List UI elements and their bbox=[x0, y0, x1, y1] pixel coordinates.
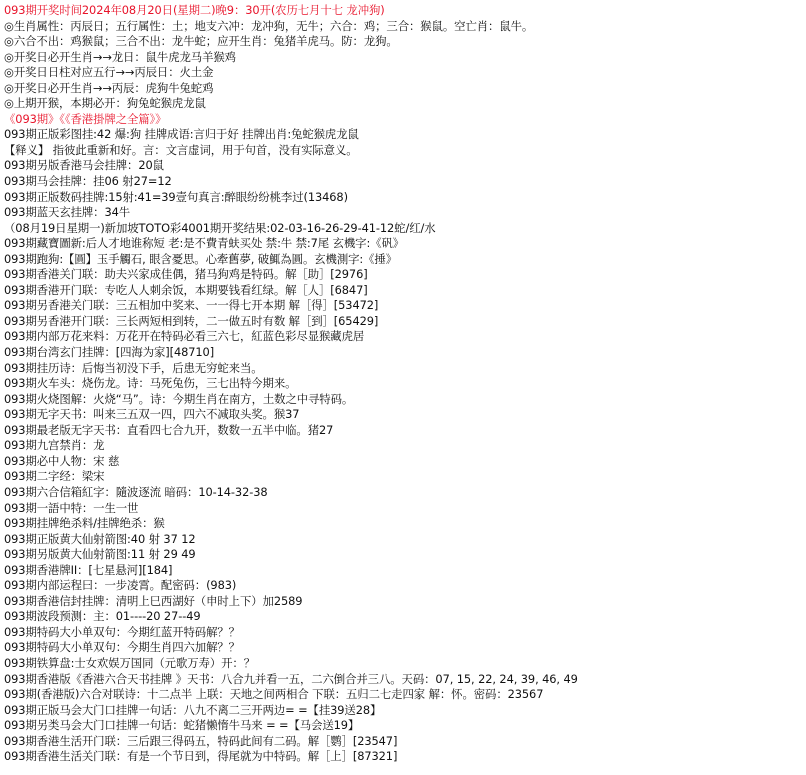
body-line: 093期内部运程曰：一步凌霄。配密码：(983) bbox=[4, 578, 237, 593]
body-line: 093期无字天书：叫来三五双一四，四六不减取头奖。猴37 bbox=[4, 407, 300, 422]
body-line: 093期台湾玄门挂牌：[四海为家][48710] bbox=[4, 345, 215, 360]
body-line: 093期蓝天玄挂牌：34牛 bbox=[4, 205, 131, 220]
body-line: 093期藏寶圖新:后人才地谁称短 老:是不費青蚨买处 禁:牛 禁:7尾 玄機字:《矾》 bbox=[4, 236, 405, 251]
body-line: 093期另香港开门联：三长两短相到转，二一做五时有数 解［到］[65429] bbox=[4, 313, 379, 328]
body-line: 【释义】 指彼此重新和好。言：文言虚词，用于句首，没有实际意义。 bbox=[4, 142, 358, 157]
body-line: 093期必中人物：宋 慈 bbox=[4, 453, 120, 468]
previous-draw-note: ◎上期开猴，本期必开：狗兔蛇猴虎龙鼠 bbox=[4, 96, 206, 111]
body-line: 093期特码大小单双句：今期红蓝开特码解？？ bbox=[4, 624, 240, 639]
body-line: 093期(香港版)六合对联诗：十二点半 上联：天地之间两相合 下联：五归二七走四家 解：怀。密码：23567 bbox=[4, 687, 544, 702]
body-line: 093期内部万花来料：万花开在特码必看三六七，紅蓝色彩尽显猴藏虎居 bbox=[4, 329, 365, 344]
body-line: 093期二字经：梁宋 bbox=[4, 469, 105, 484]
bingchen-zodiacs: ◎开奖日必开生肖→→丙辰：虎狗牛兔蛇鸡 bbox=[4, 80, 214, 95]
body-line: 093期六合信箱紅字：隨波逐流 暗码：10-14-32-38 bbox=[4, 484, 268, 499]
draw-time-header: 093期开奖时间2024年08月20日(星期二)晚9：30开(农历七月十七 龙冲狗) bbox=[4, 3, 385, 17]
body-line: 093期另版黄大仙射箭图:11 射 29 49 bbox=[4, 547, 196, 562]
body-line: 093期正版马会大门口挂牌一句话：八九不离二三开两边= =【挂39送28】 bbox=[4, 702, 382, 717]
body-line: 093期香港信封挂牌：清明上巳西湖好（申时上下）加2589 bbox=[4, 593, 303, 608]
body-line: 093期九宫禁肖：龙 bbox=[4, 438, 105, 453]
zodiac-attributes: ◎生肖属性：丙辰日；五行属性：土；地支六冲：龙冲狗，无牛；六合：鸡；三合：猴鼠。空亡肖：鼠牛。 bbox=[4, 18, 534, 33]
body-line: 093期另类马会大门口挂牌一句话：蛇猪懒惰牛马来 = =【马会送19】 bbox=[4, 718, 360, 733]
body-line: 093期马会挂牌：挂06 射27=12 bbox=[4, 174, 172, 189]
body-line: 093期挂历诗：后悔当初没下手，后患无穷蛇来当。 bbox=[4, 360, 263, 375]
body-line: 093期香港生活开门联：三后跟三得码五，特码此间有二码。解［鹦］[23547] bbox=[4, 733, 398, 748]
body-line: 093期一語中特：一生一世 bbox=[4, 500, 139, 515]
body-line: 093期火车头：烧伤龙。诗：马死兔伤，三七出特今期来。 bbox=[4, 376, 297, 391]
document-sheet bbox=[4, 3, 802, 765]
body-line: 093期波段预测：主：01----20 27--49 bbox=[4, 609, 201, 624]
body-line: 093期香港关门联：助夫兴家成佳偶，猪马狗鸡是特码。解［助］[2976] bbox=[4, 267, 368, 282]
day-pillar-elements: ◎开奖日日柱对应五行→→丙辰日：火土金 bbox=[4, 65, 214, 80]
body-line: 093期正版黄大仙射箭图:40 射 37 12 bbox=[4, 531, 196, 546]
body-line: 093期铁算盘:士女欢娱万国同（元歌万寿）开：？ bbox=[4, 655, 255, 670]
body-line: 093期跑狗:【圓】玉手觸石, 眼含憂思。心牽舊夢, 破鮿為圓。玄機測字:《捶》 bbox=[4, 251, 398, 266]
body-line: 093期香港生活关门联：有是一个节日到，得尾就为中特码。解［上］[87321] bbox=[4, 749, 398, 764]
body-line: （08月19日星期一)新加坡TOTO彩4001期开奖结果:02-03-16-26-29-41-12蛇/红/水 bbox=[4, 220, 436, 235]
body-line: 093期另版香港马会挂牌：20鼠 bbox=[4, 158, 164, 173]
body-line: 093期正版数码挂牌:15射:41=39壹句真言:醉眼纷纷桃李过(13468) bbox=[4, 189, 348, 204]
body-line: 093期特码大小单双句：今期生肖四六加解？？ bbox=[4, 640, 240, 655]
body-line: 093期香港版《香港六合天书挂牌 》天书：八合九并看一五，二六倒合并三八。天码：07, 15, 22, 24, 39, 46, 49 bbox=[4, 671, 578, 686]
body-line: 093期正版彩图挂:42 爆:狗 挂牌成语:言归于好 挂牌出肖:兔蛇猴虎龙鼠 bbox=[4, 127, 359, 142]
body-line: 093期香港开门联：专吃人人刺余饭，本期要钱看红绿。解［人］[6847] bbox=[4, 282, 368, 297]
body-line: 093期另香港关门联：三五相加中奖来、一一得七开本期 解［得］[53472] bbox=[4, 298, 379, 313]
dragon-day-zodiacs: ◎开奖日必开生肖→→龙日：鼠牛虎龙马羊猴鸡 bbox=[4, 49, 236, 64]
liuhe-excluded: ◎六合不出：鸡猴鼠；三合不出：龙牛蛇；应开生肖：兔猪羊虎马。防：龙狗。 bbox=[4, 34, 398, 49]
body-line: 093期最老版无字天书：直看四七合九开，数数一五半中临。猪27 bbox=[4, 422, 334, 437]
body-line: 093期火烧图解：火烧“马”。诗：今期生肖在南方，土数之中寻特码。 bbox=[4, 391, 354, 406]
body-line: 093期挂牌绝杀料/挂牌绝杀：猴 bbox=[4, 516, 165, 531]
body-line: 093期香港牌II：[七星悬河][184] bbox=[4, 562, 173, 577]
section-title: 《093期》《《香港掛牌之全篇》》 bbox=[4, 111, 167, 126]
